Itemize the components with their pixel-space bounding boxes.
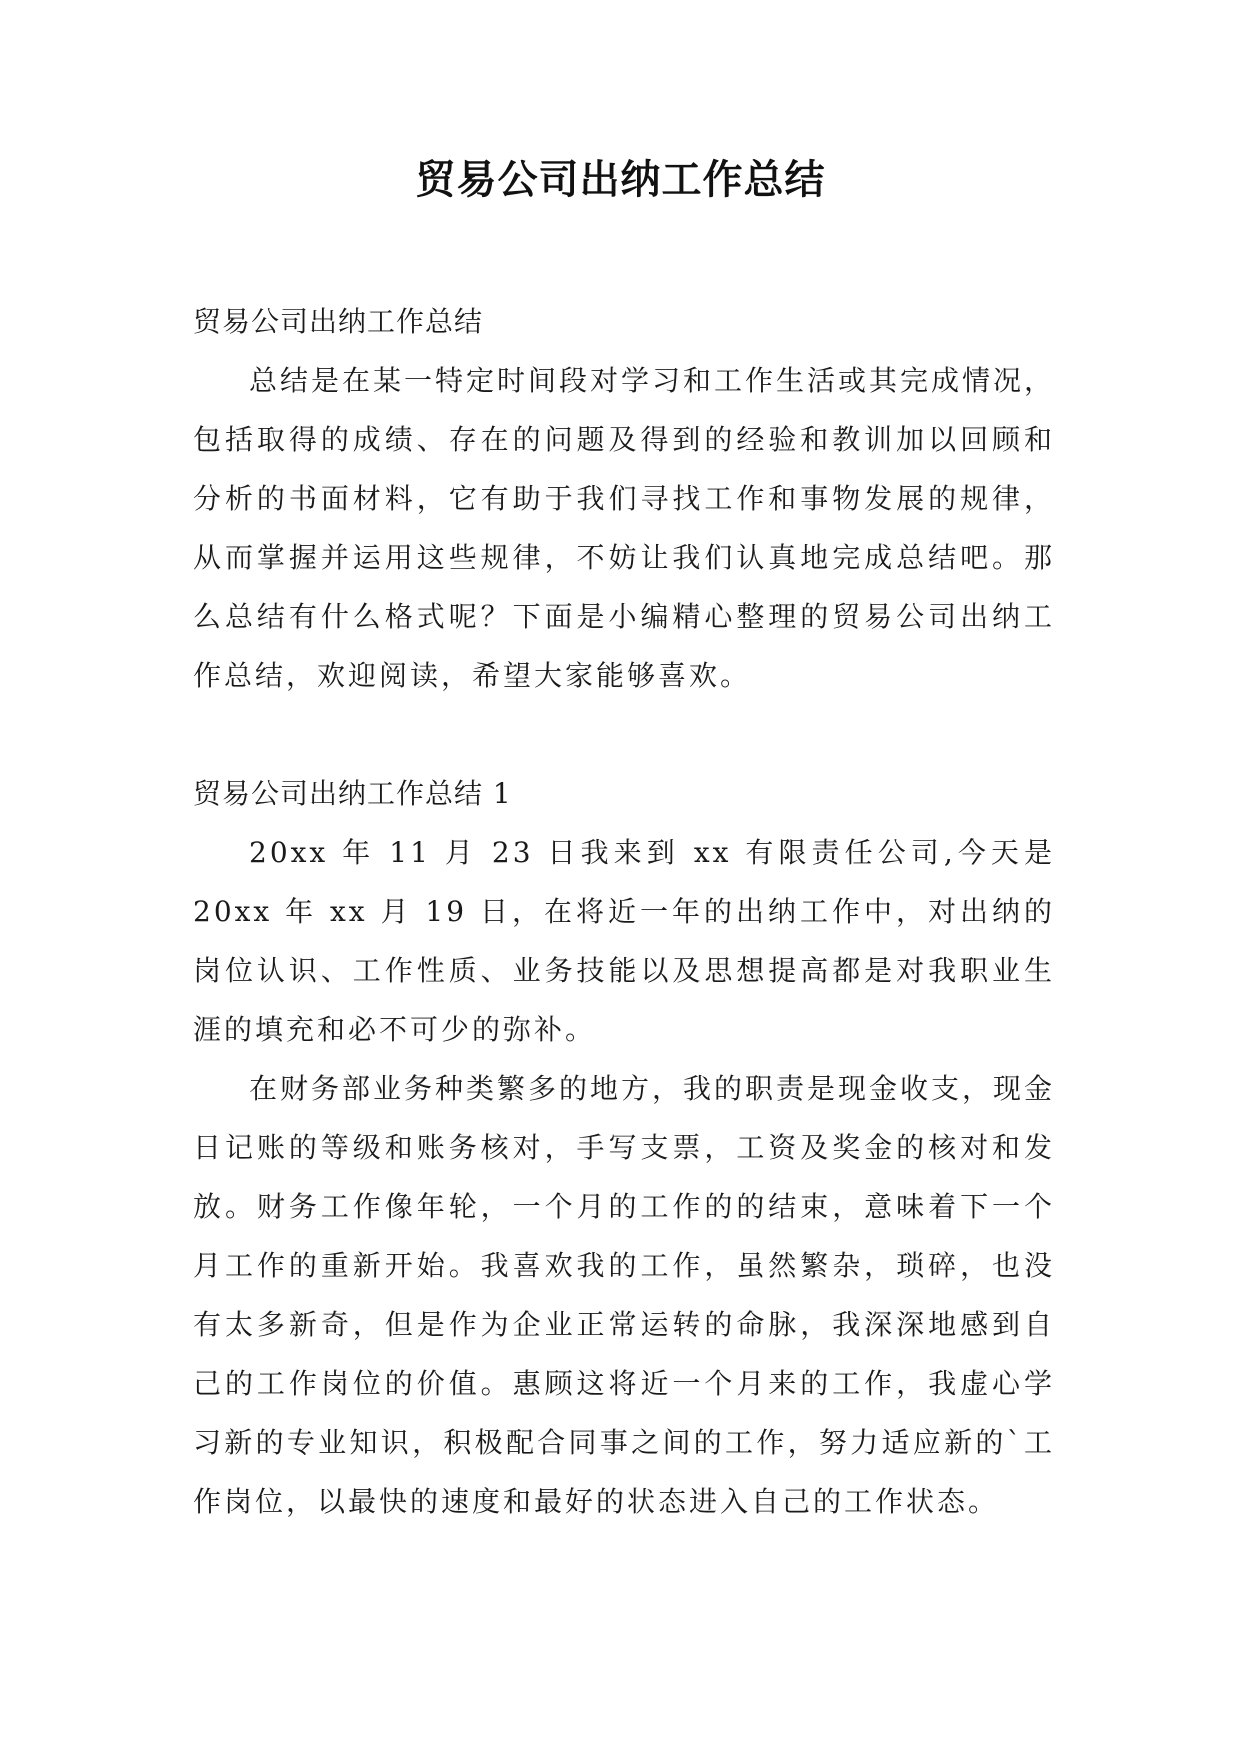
section-spacer xyxy=(193,705,1055,764)
section-1-heading: 贸易公司出纳工作总结 1 xyxy=(193,777,512,810)
section-1-paragraph-1: 20xx 年 11 月 23 日我来到 xx 有限责任公司,今天是 20xx 年 xx 月 19 日，在将近一年的出纳工作中，对出纳的岗位认识、工作性质、业务技能以及思想提高都是对我职业生涯的填充和必不可少的弥补。 xyxy=(193,836,1055,1046)
section-1-paragraph-2: 在财务部业务种类繁多的地方，我的职责是现金收支，现金日记账的等级和账务核对，手写支票，工资及奖金的核对和发放。财务工作像年轮，一个月的工作的的结束，意味着下一个月工作的重新开始。我喜欢我的工作，虽然繁杂，琐碎，也没有太多新奇，但是作为企业正常运转的命脉，我深深地感到自己的工作岗位的价值。惠顾这将近一个月来的工作，我虚心学习新的专业知识，积极配合同事之间的工作，努力适应新的`工作岗位，以最快的速度和最好的状态进入自己的工作状态。 xyxy=(193,1072,1056,1518)
document-title: 贸易公司出纳工作总结 xyxy=(415,156,826,203)
document-body xyxy=(193,292,1055,1531)
intro-heading: 贸易公司出纳工作总结 xyxy=(193,305,484,338)
intro-paragraph: 总结是在某一特定时间段对学习和工作生活或其完成情况，包括取得的成绩、存在的问题及得到的经验和教训加以回顾和分析的书面材料，它有助于我们寻找工作和事物发展的规律，从而掌握并运用这些规律，不妨让我们认真地完成总结吧。那么总结有什么格式呢？下面是小编精心整理的贸易公司出纳工作总结，欢迎阅读，希望大家能够喜欢。 xyxy=(193,364,1056,692)
